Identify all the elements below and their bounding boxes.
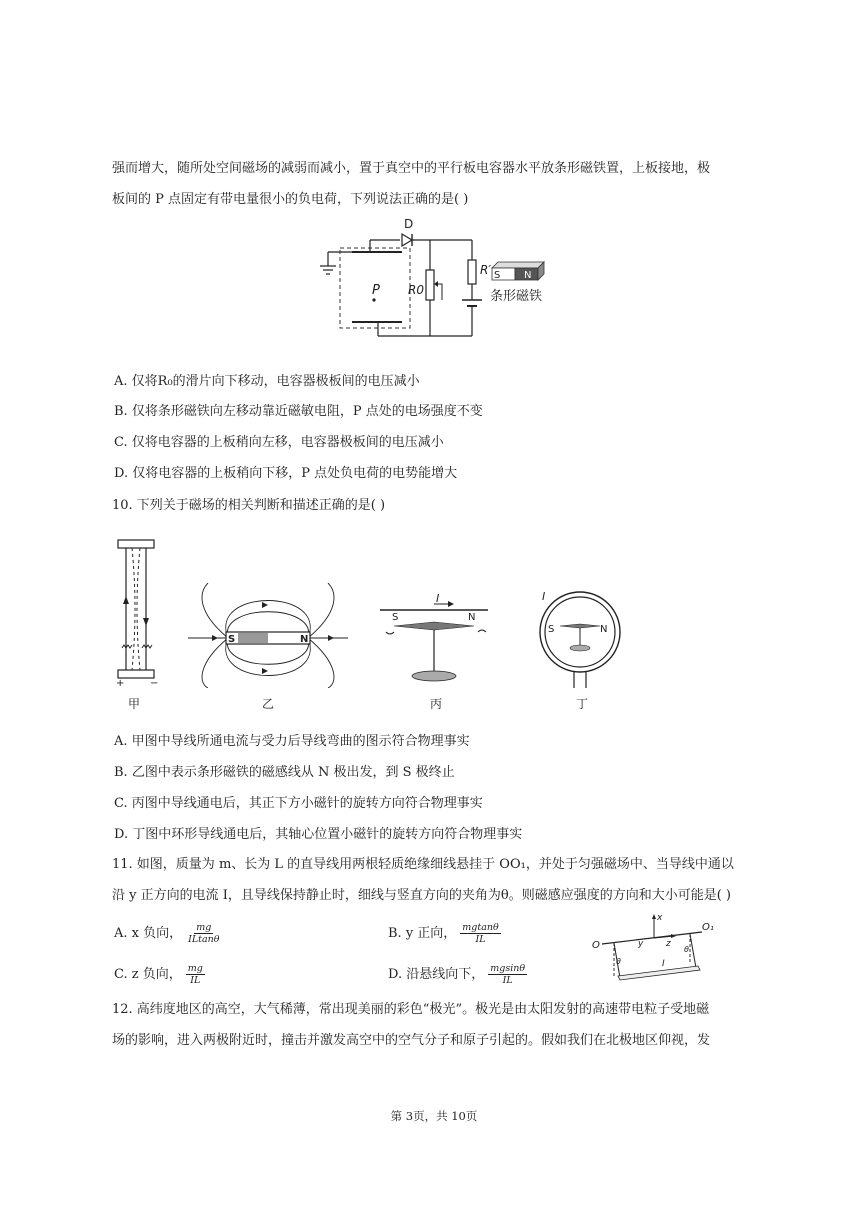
q10-stem: 10. 下列关于磁场的相关判断和描述正确的是( ) <box>112 498 386 513</box>
q11-o1-label: O₁ <box>702 922 714 933</box>
q10-figure-ding <box>534 588 626 690</box>
bing-n-label: N <box>468 612 476 623</box>
q10-option-d: D. 丁图中环形导线通电后，其轴心位置小磁针的旋转方向符合物理事实 <box>114 827 523 842</box>
r0-label: R0 <box>408 283 424 297</box>
q11-option-a-fraction: $\frac{mg}{ILtan\theta}$ <box>188 922 220 945</box>
svg-text:−: − <box>150 678 159 688</box>
q11-z-label: z <box>666 939 671 949</box>
q10-option-b: B. 乙图中表示条形磁铁的磁感线从 N 极出发，到 S 极终止 <box>114 765 455 780</box>
q9-option-d: D. 仅将电容器的上板稍向下移，P 点处负电荷的电势能增大 <box>114 466 458 481</box>
q11-stem-line1: 11. 如图，质量为 m、长为 L 的直导线用两根轻质绝缘细线悬挂于 OO₁，并处于匀强磁场中、当导线中通以 <box>112 857 734 872</box>
point-p-label: P <box>372 283 380 298</box>
bing-s-label: S <box>392 612 399 623</box>
q9-stem-line2: 板间的 P 点固定有带电量很小的负电荷，下列说法正确的是( ) <box>112 192 469 207</box>
r-prime-label: R′ <box>480 263 492 277</box>
q11-option-b-fraction: $\frac{mgtan\theta}{IL}$ <box>462 922 499 945</box>
q9-stem-line1: 强而增大，随所处空间磁场的减弱而减小，置于真空中的平行板电容器水平放条形磁铁置，上板接地，极 <box>112 161 711 176</box>
yi-s-label: S <box>228 634 236 645</box>
yi-n-label: N <box>300 634 309 645</box>
q10-figure-jia <box>112 536 160 688</box>
q12-stem-line2: 场的影响，进入两极附近时，撞击并激发高空中的空气分子和原子引起的。假如我们在北极地区仰视，发 <box>112 1033 711 1048</box>
ding-current-label: I <box>542 590 546 603</box>
q11-o-label: O <box>592 940 600 951</box>
q11-figure <box>592 912 722 992</box>
q12-stem-line1: 12. 高纬度地区的高空，大气稀薄，常出现美丽的彩色“极光”。极光是由太阳发射的高速带电粒子受地磁 <box>112 1002 710 1017</box>
q11-option-b <box>388 922 501 945</box>
q9-circuit-figure <box>312 214 562 338</box>
q9-option-c: C. 仅将电容器的上板稍向左移，电容器极板间的电压减小 <box>114 435 444 450</box>
diode-label: D <box>404 217 414 231</box>
caption-bing: 丙 <box>430 697 443 711</box>
q11-option-a <box>114 922 222 945</box>
q11-option-d-text: D. 沿悬线向下， <box>388 967 485 982</box>
q11-theta-right: θ <box>684 945 689 954</box>
q10-figure-yi <box>188 583 348 688</box>
q11-y-label: y <box>638 939 644 949</box>
q11-option-c-text: C. z 负向， <box>114 967 182 982</box>
caption-ding: 丁 <box>576 697 589 711</box>
q11-option-a-text: A. x 负向， <box>114 926 183 941</box>
page-footer: 第 3页，共 10页 <box>390 1109 478 1123</box>
caption-jia: 甲 <box>128 697 141 711</box>
q11-x-label: x <box>657 913 663 923</box>
q9-option-a: A. 仅将R₀的滑片向下移动，电容器极板间的电压减小 <box>114 374 420 389</box>
q11-option-b-text: B. y 正向， <box>388 926 457 941</box>
q11-option-c-fraction: $\frac{mg}{IL}$ <box>187 963 203 986</box>
svg-text:+: + <box>116 678 125 688</box>
q10-figure-bing <box>378 592 490 688</box>
q10-option-a: A. 甲图中导线所通电流与受力后导线弯曲的图示符合物理事实 <box>114 734 470 749</box>
bing-current-label: I <box>436 592 440 605</box>
q10-option-c: C. 丙图中导线通电后，其正下方小磁针的旋转方向符合物理事实 <box>114 796 483 811</box>
magnet-n-label: N <box>524 270 532 281</box>
q11-option-d-fraction: $\frac{mgsin\theta}{IL}$ <box>490 963 526 986</box>
magnet-s-label: S <box>494 270 501 281</box>
ding-n-label: N <box>600 624 608 635</box>
ding-s-label: S <box>548 624 555 635</box>
q11-theta-left: θ <box>616 957 621 966</box>
q11-stem-line2: 沿 y 正方向的电流 I，且导线保持静止时，细线与竖直方向的夹角为θ。则磁感应强度的方向和大小可能是( ) <box>112 888 731 903</box>
magnet-label: 条形磁铁 <box>490 289 543 304</box>
caption-yi: 乙 <box>262 697 275 711</box>
q11-option-c <box>114 963 205 986</box>
q11-current-label: I <box>662 959 665 969</box>
q9-option-b: B. 仅将条形磁铁向左移动靠近磁敏电阻，P 点处的电场强度不变 <box>114 404 483 419</box>
q11-option-d <box>388 963 527 986</box>
